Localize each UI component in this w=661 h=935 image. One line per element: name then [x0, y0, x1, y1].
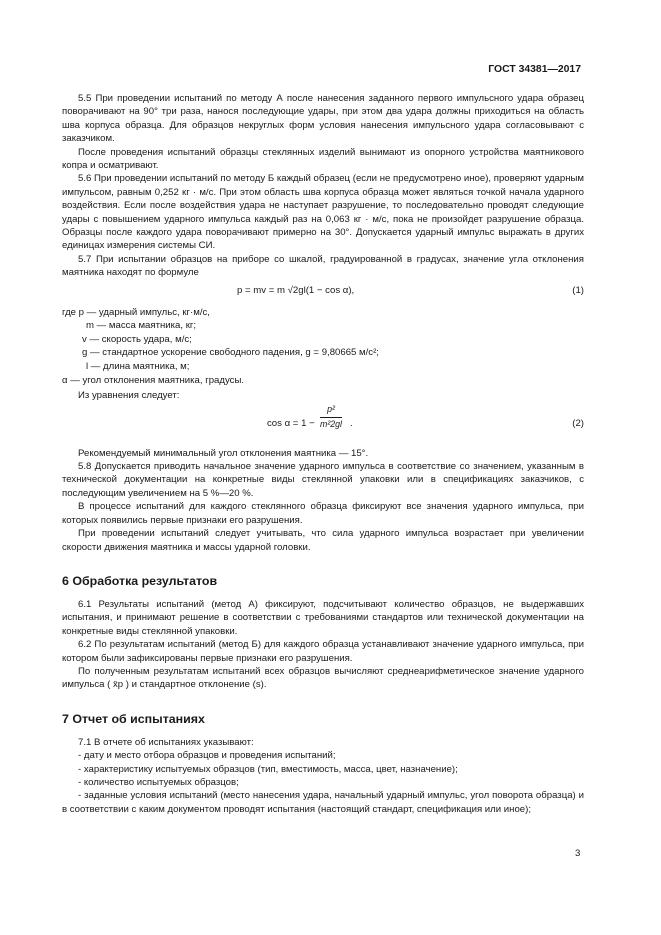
- page-content: [62, 92, 584, 816]
- document-id: ГОСТ 34381—2017: [488, 64, 581, 75]
- paragraph-5-8-b: В процессе испытаний для каждого стеклянного образца фиксируют все значения ударного импульса, при которых появились первые признаки его разрушения.: [62, 501, 584, 526]
- definitions-list: [62, 306, 584, 388]
- paragraph-6-1: 6.1 Результаты испытаний (метод А) фиксируют, подсчитывают количество образцов, не выдержавших испытания, и принимают решение в соответствии с требованиями стандартов или технической документации на конкретные виды стеклянной упаковки.: [62, 598, 584, 637]
- section-7-heading: 7 Отчет об испытаниях: [62, 711, 205, 726]
- definition-g: g — стандартное ускорение свободного падения, g = 9,80665 м/с²;: [82, 347, 379, 359]
- paragraph-5-6: 5.6 При проведении испытаний по методу Б каждый образец (если не предусмотрено иное), проверяют ударным импульсом, равным 0,252 кг · м/с. При этом область шва корпуса образца может являться точкой начала ударного воздействия. Если после воздействия удара не наступает разрушение, то последовательно проводят следующие удары с повышением ударного импульса каждый раз на 0,063 кг · м/с, пока не произойдет разрушение образца. Образцы после каждого удара поворачивают примерно на 30°. Допускается ударный импульс выражать в других единицах измерения системы СИ.: [62, 173, 584, 252]
- section-6-heading: 6 Обработка результатов: [62, 573, 218, 588]
- paragraph-5-5-after: После проведения испытаний образцы стеклянных изделий вынимают из опорного устройства маятникового копра и осматривают.: [62, 146, 584, 172]
- formula-2-lhs: cos α = 1 −: [267, 417, 315, 429]
- list-item: - заданные условия испытаний (место нанесения удара, начальный ударный импульс, угол поворота образца) и в соответствии с каким документом проводят испытания (настоящий стандарт, спецификация или иное);: [62, 790, 584, 815]
- list-item: - количество испытуемых образцов;: [78, 776, 239, 788]
- page-number: 3: [575, 848, 581, 859]
- definition-m: m — масса маятника, кг;: [86, 320, 197, 332]
- paragraph-5-7: 5.7 При испытании образцов на приборе со шкалой, градуированной в градусах, значение угла отклонения маятника находят по формуле: [62, 253, 584, 279]
- paragraph-6-2: 6.2 По результатам испытаний (метод Б) для каждого образца устанавливают значение ударного импульса, при котором были зафиксированы первые признаки его разрушения.: [62, 639, 584, 664]
- report-contents-list: [62, 736, 584, 816]
- list-item: - дату и место отбора образцов и проведения испытаний;: [78, 750, 336, 762]
- paragraph-6-2-b: По полученным результатам испытаний всех образцов вычисляют среднеарифметическое значение ударного импульса ( x̄p ) и стандартное отклонение (s).: [62, 665, 584, 691]
- definition-v: v — скорость удара, м/с;: [82, 333, 192, 345]
- formula-1: [62, 280, 584, 304]
- formula-2-numerator: p²: [320, 403, 342, 418]
- formula-2-denominator: m²2gl: [320, 419, 342, 430]
- definition-l: l — длина маятника, м;: [86, 361, 190, 373]
- paragraph-5-5: 5.5 При проведении испытаний по методу А после нанесения заданного первого импульсного удара образец поворачивают на 90° три раза, нанося последующие удары, при этом два удара должны приходиться на область шва корпуса образца. Для образцов некруглых форм условия нанесения импульсного удара согласовывают с заказчиком.: [62, 93, 584, 145]
- recommended-angle-text: Рекомендуемый минимальный угол отклонения маятника — 15°.: [78, 447, 369, 459]
- list-item: - характеристику испытуемых образцов (тип, вместимость, масса, цвет, назначение);: [78, 763, 458, 775]
- definition-alpha: α — угол отклонения маятника, градусы.: [62, 374, 245, 386]
- from-equation-text: Из уравнения следует:: [78, 390, 180, 402]
- formula-2-number: (2): [572, 417, 584, 429]
- formula-2-fraction: [320, 403, 342, 432]
- formula-2: [62, 403, 584, 447]
- formula-1-expression: p = mv = m √2gl(1 − cos α),: [237, 284, 355, 296]
- definition-p: где p — ударный импульс, кг·м/с,: [62, 306, 210, 318]
- formula-2-period: .: [350, 417, 353, 429]
- paragraph-7-1: 7.1 В отчете об испытаниях указывают:: [78, 736, 254, 748]
- paragraph-5-8: 5.8 Допускается приводить начальное значение ударного импульса в соответствие со значением, указанным в технической документации на конкретные виды стеклянной упаковки или в спецификациях заказчиков, с последующим увеличением на 5 %—20 %.: [62, 461, 584, 499]
- paragraph-5-8-c: При проведении испытаний следует учитывать, что сила ударного импульса возрастает при увеличении скорости движения маятника и массы ударной головки.: [62, 528, 584, 553]
- formula-1-number: (1): [572, 284, 584, 296]
